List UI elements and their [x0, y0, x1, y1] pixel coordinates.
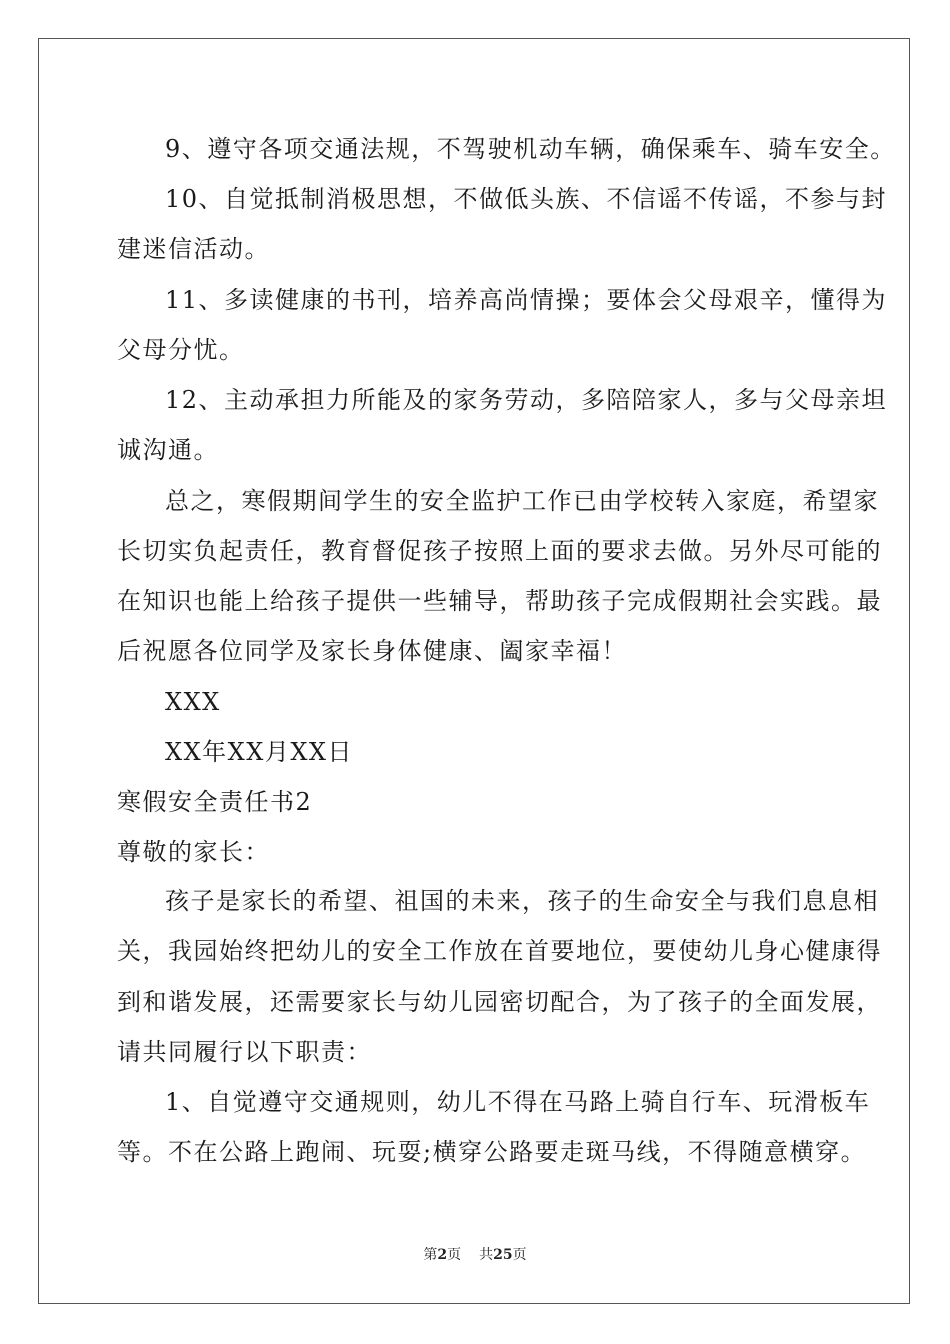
paragraph-item-10: 10、自觉抵制消极思想，不做低头族、不信谣不传谣，不参与封	[165, 185, 888, 213]
total-suffix: 页	[512, 1247, 527, 1263]
paragraph-continuation: 长切实负起责任，教育督促孩子按照上面的要求去做。另外尽可能的	[117, 537, 882, 565]
paragraph-item-1: 1、自觉遵守交通规则，幼儿不得在马路上骑自行车、玩滑板车	[165, 1088, 871, 1116]
total-pages: 25	[493, 1247, 513, 1263]
paragraph-continuation: 等。不在公路上跑闹、玩耍;横穿公路要走斑马线，不得随意横穿。	[117, 1138, 867, 1166]
section-heading: 寒假安全责任书2	[117, 788, 313, 816]
paragraph-continuation: 诚沟通。	[117, 436, 219, 464]
paragraph-continuation: 请共同履行以下职责：	[117, 1038, 372, 1066]
paragraph-continuation: 父母分忧。	[117, 336, 245, 364]
paragraph-summary: 总之，寒假期间学生的安全监护工作已由学校转入家庭，希望家	[165, 487, 879, 515]
salutation: 尊敬的家长：	[117, 838, 270, 866]
total-prefix: 共	[479, 1247, 494, 1263]
paragraph-continuation: 关，我园始终把幼儿的安全工作放在首要地位，要使幼儿身心健康得	[117, 937, 882, 965]
page-number: 2	[437, 1247, 448, 1263]
paragraph-continuation: 建迷信活动。	[117, 235, 270, 263]
page-suffix: 页	[447, 1247, 462, 1263]
page-prefix: 第	[423, 1247, 438, 1263]
paragraph-intro: 孩子是家长的希望、祖国的未来，孩子的生命安全与我们息息相	[165, 887, 879, 915]
page-footer	[0, 1246, 950, 1264]
paragraph-continuation: 到和谐发展，还需要家长与幼儿园密切配合，为了孩子的全面发展，	[117, 988, 882, 1016]
signature-date: XX年XX月XX日	[165, 738, 354, 766]
paragraph-continuation: 在知识也能上给孩子提供一些辅导，帮助孩子完成假期社会实践。最	[117, 587, 882, 615]
paragraph-item-9: 9、遵守各项交通法规，不驾驶机动车辆，确保乘车、骑车安全。	[165, 135, 896, 163]
signature-name: XXX	[165, 688, 221, 716]
paragraph-item-11: 11、多读健康的书刊，培养高尚情操；要体会父母艰辛，懂得为	[165, 286, 888, 314]
paragraph-item-12: 12、主动承担力所能及的家务劳动，多陪陪家人，多与父母亲坦	[165, 386, 888, 414]
paragraph-continuation: 后祝愿各位同学及家长身体健康、阖家幸福！	[117, 637, 627, 665]
